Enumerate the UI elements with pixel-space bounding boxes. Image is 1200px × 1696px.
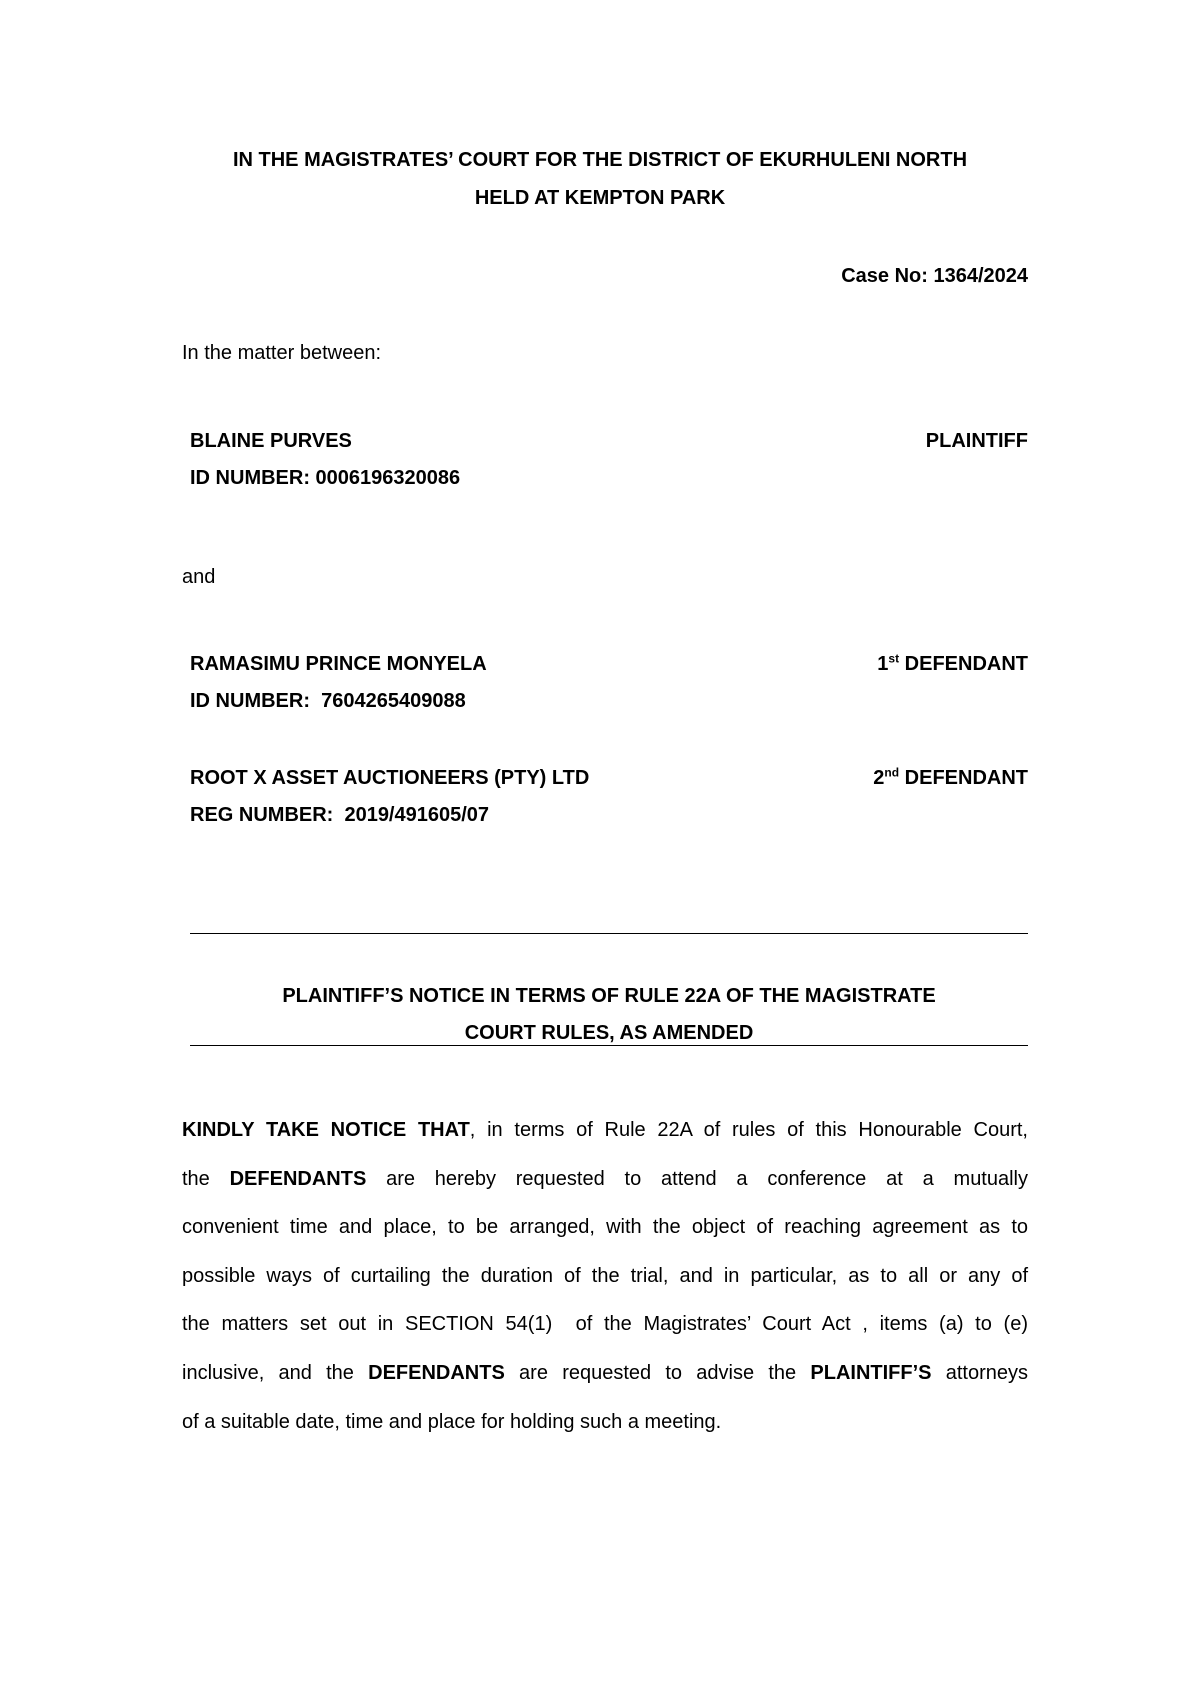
body-line-1 (182, 1106, 1028, 1155)
first-defendant-name: RAMASIMU PRINCE MONYELA (190, 653, 487, 675)
body-line-6-pre: inclusive, and the (182, 1361, 369, 1384)
matter-between-label: In the matter between: (182, 342, 382, 364)
second-defendant-ordinal: 2 (873, 767, 885, 789)
plaintiff-id-number: ID NUMBER: 0006196320086 (190, 467, 461, 489)
title-bottom-rule (190, 1045, 1028, 1046)
body-line-2 (182, 1155, 1028, 1204)
body-line-6 (182, 1349, 1028, 1398)
first-defendant-role (740, 652, 1028, 676)
body-line-3: convenient time and place, to be arranged, with the object of reaching agreement as to (182, 1216, 1028, 1239)
defendants-emphasis: DEFENDANTS (229, 1167, 367, 1190)
kindly-take-notice-text: KINDLY TAKE NOTICE THAT (182, 1119, 470, 1141)
second-defendant-ordinal-suffix: nd (884, 765, 900, 780)
plaintiff-name: BLAINE PURVES (190, 430, 352, 452)
notice-body-paragraph (182, 1106, 1028, 1446)
case-number: Case No: 1364/2024 (841, 265, 1028, 287)
body-line-2-pre: the (182, 1167, 230, 1190)
notice-title-line1: PLAINTIFF’S NOTICE IN TERMS OF RULE 22A OF THE MAGISTRATE (282, 985, 936, 1007)
defendants-emphasis-2: DEFENDANTS (368, 1361, 505, 1384)
second-defendant-reg-number: REG NUMBER: 2019/491605/07 (190, 804, 490, 826)
body-line-1-text: , in terms of Rule 22A of rules of this Honourable Court, (469, 1119, 1028, 1141)
body-line-6-text: attorneys (931, 1361, 1029, 1384)
plaintiffs-emphasis: PLAINTIFF’S (810, 1361, 932, 1384)
title-top-rule (190, 933, 1028, 934)
body-line-7: of a suitable date, time and place for holding such a meeting. (182, 1410, 722, 1433)
court-heading-line1: IN THE MAGISTRATES’ COURT FOR THE DISTRICT OF EKURHULENI NORTH (232, 149, 968, 171)
body-line-5: the matters set out in SECTION 54(1) of the Magistrates’ Court Act , items (a) to (e) (182, 1313, 1028, 1336)
and-label: and (182, 566, 216, 588)
body-line-2-text: are hereby requested to attend a conference at a mutually (366, 1167, 1028, 1190)
first-defendant-ordinal: 1 (877, 653, 889, 675)
first-defendant-ordinal-suffix: st (888, 651, 900, 666)
second-defendant-role-label: DEFENDANT (904, 767, 1028, 789)
second-defendant-role (740, 766, 1028, 790)
first-defendant-role-label: DEFENDANT (904, 653, 1028, 675)
second-defendant-name: ROOT X ASSET AUCTIONEERS (PTY) LTD (190, 767, 590, 789)
body-line-4: possible ways of curtailing the duration of the trial, and in particular, as to all or any of (182, 1264, 1028, 1287)
plaintiff-role: PLAINTIFF (925, 430, 1028, 452)
notice-title-line2: COURT RULES, AS AMENDED (464, 1022, 754, 1044)
body-line-6-mid: are requested to advise the (504, 1361, 811, 1384)
first-defendant-id-number: ID NUMBER: 7604265409088 (190, 690, 466, 712)
court-heading-line2: HELD AT KEMPTON PARK (474, 187, 726, 209)
